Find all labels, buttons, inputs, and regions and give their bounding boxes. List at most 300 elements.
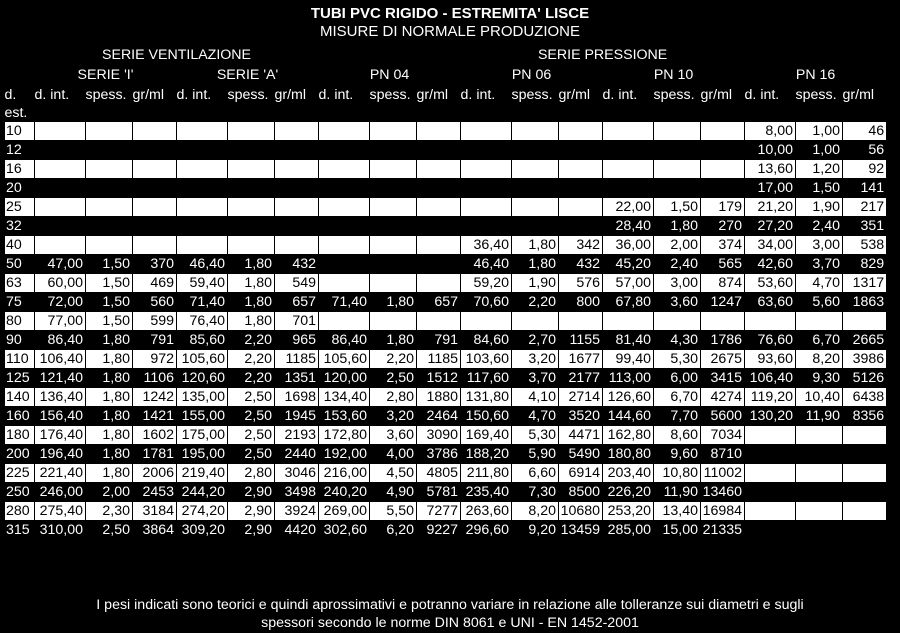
table-cell: 7,30: [512, 483, 559, 502]
table-cell: 17,00: [745, 179, 796, 198]
table-cell: [370, 217, 417, 236]
table-cell: 2177: [559, 369, 603, 388]
table-cell: 1,80: [86, 464, 133, 483]
page-title: TUBI PVC RIGIDO - ESTREMITA' LISCE: [310, 5, 590, 22]
table-cell: 81,40: [603, 331, 654, 350]
table-cell: [275, 160, 319, 179]
table-row: [5, 293, 887, 312]
col-header-grml: gr/ml: [132, 87, 165, 103]
table-cell: [35, 122, 86, 141]
table-cell: 92: [843, 160, 887, 179]
table-cell: 180,80: [603, 445, 654, 464]
table-cell: [417, 198, 461, 217]
table-cell: 5781: [417, 483, 461, 502]
table-cell: 1,80: [86, 331, 133, 350]
table-cell: 4,30: [654, 331, 701, 350]
table-cell: 599: [133, 312, 177, 331]
table-cell: 3,00: [654, 274, 701, 293]
table-cell: 1,80: [228, 312, 275, 331]
table-cell: 2,50: [228, 445, 275, 464]
table-cell: [559, 198, 603, 217]
table-cell: 1317: [843, 274, 887, 293]
table-cell: 60,00: [35, 274, 86, 293]
table-cell: [370, 122, 417, 141]
table-cell: 4,10: [512, 388, 559, 407]
table-cell: 2,70: [512, 331, 559, 350]
table-cell: [319, 255, 370, 274]
series-header: SERIE 'A': [216, 67, 279, 83]
table-cell: [319, 198, 370, 217]
table-cell: 1,80: [512, 236, 559, 255]
table-cell: [319, 236, 370, 255]
table-cell: [461, 312, 512, 331]
table-cell: [35, 160, 86, 179]
table-cell: 3,60: [370, 426, 417, 445]
table-cell: 10,00: [745, 141, 796, 160]
table-cell: 217: [843, 198, 887, 217]
table-cell: [275, 141, 319, 160]
table-cell: [461, 198, 512, 217]
table-cell: [512, 141, 559, 160]
table-cell: 56: [843, 141, 887, 160]
table-cell: 2,00: [86, 483, 133, 502]
table-cell: [796, 312, 843, 331]
table-cell: [35, 236, 86, 255]
col-header-dint: d. int.: [176, 87, 212, 103]
table-cell: 77,00: [35, 312, 86, 331]
table-cell: 4,70: [512, 407, 559, 426]
table-row: [5, 369, 887, 388]
table-cell: 1,50: [86, 312, 133, 331]
table-cell: 2,20: [228, 369, 275, 388]
table-cell: 2006: [133, 464, 177, 483]
table-cell: [319, 312, 370, 331]
table-cell: 2714: [559, 388, 603, 407]
table-cell: [461, 179, 512, 198]
table-cell: 6914: [559, 464, 603, 483]
col-header-spess: spess.: [369, 87, 411, 103]
table-cell: 8710: [701, 445, 745, 464]
table-cell: 1,80: [228, 255, 275, 274]
table-cell: 1,50: [796, 179, 843, 198]
table-cell: [275, 236, 319, 255]
table-cell: 965: [275, 331, 319, 350]
table-cell: 153,60: [319, 407, 370, 426]
table-cell: 6,70: [654, 388, 701, 407]
table-cell: 103,60: [461, 350, 512, 369]
table-cell: 285,00: [603, 521, 654, 540]
table-cell: 1,80: [228, 274, 275, 293]
table-cell: 8,60: [654, 426, 701, 445]
cell-diameter: 12: [5, 141, 35, 160]
table-cell: 351: [843, 217, 887, 236]
col-header-dint: d. int.: [318, 87, 354, 103]
footnote: [0, 596, 900, 632]
table-cell: 1,80: [370, 293, 417, 312]
col-header-spess: spess.: [85, 87, 127, 103]
table-cell: [654, 160, 701, 179]
table-cell: [86, 141, 133, 160]
table-cell: 2,20: [228, 331, 275, 350]
cell-diameter: 280: [5, 502, 35, 521]
table-cell: [86, 179, 133, 198]
table-cell: 253,20: [603, 502, 654, 521]
table-cell: [701, 122, 745, 141]
table-cell: 47,00: [35, 255, 86, 274]
cell-diameter: 75: [5, 293, 35, 312]
table-cell: 1,80: [86, 350, 133, 369]
table-cell: [796, 502, 843, 521]
page-subtitle: MISURE DI NORMALE PRODUZIONE: [319, 23, 581, 40]
table-cell: 4,90: [370, 483, 417, 502]
table-cell: 791: [133, 331, 177, 350]
table-cell: [701, 141, 745, 160]
table-cell: [512, 160, 559, 179]
table-cell: 36,00: [603, 236, 654, 255]
pipe-table: [4, 45, 887, 540]
table-cell: 8500: [559, 483, 603, 502]
table-cell: 302,60: [319, 521, 370, 540]
table-cell: 1351: [275, 369, 319, 388]
table-cell: [843, 521, 887, 540]
table-cell: 244,20: [177, 483, 228, 502]
table-cell: 1,50: [654, 198, 701, 217]
table-cell: 226,20: [603, 483, 654, 502]
table-cell: [177, 122, 228, 141]
table-cell: 169,40: [461, 426, 512, 445]
table-cell: 240,20: [319, 483, 370, 502]
table-cell: 4471: [559, 426, 603, 445]
table-cell: 131,80: [461, 388, 512, 407]
table-cell: 296,60: [461, 521, 512, 540]
table-cell: [370, 236, 417, 255]
table-cell: 70,60: [461, 293, 512, 312]
table-cell: 141: [843, 179, 887, 198]
cell-diameter: 25: [5, 198, 35, 217]
table-cell: 1,50: [86, 255, 133, 274]
table-row: [5, 502, 887, 521]
table-cell: [370, 255, 417, 274]
table-cell: 5,50: [370, 502, 417, 521]
table-cell: [133, 122, 177, 141]
table-cell: 28,40: [603, 217, 654, 236]
table-cell: 2,80: [228, 464, 275, 483]
table-cell: [796, 426, 843, 445]
col-header-grml: gr/ml: [700, 87, 733, 103]
table-cell: 13,40: [654, 502, 701, 521]
table-cell: 72,00: [35, 293, 86, 312]
table-cell: [370, 179, 417, 198]
table-cell: 42,60: [745, 255, 796, 274]
table-cell: 657: [275, 293, 319, 312]
table-cell: [603, 122, 654, 141]
table-cell: 36,40: [461, 236, 512, 255]
table-cell: 7034: [701, 426, 745, 445]
col-header-spess: spess.: [511, 87, 553, 103]
table-cell: 1242: [133, 388, 177, 407]
table-cell: 46,40: [177, 255, 228, 274]
table-cell: [701, 312, 745, 331]
table-cell: 310,00: [35, 521, 86, 540]
table-cell: 155,00: [177, 407, 228, 426]
table-cell: 59,20: [461, 274, 512, 293]
table-cell: 1512: [417, 369, 461, 388]
table-cell: 172,80: [319, 426, 370, 445]
col-header-dext-b: est.: [4, 105, 28, 121]
table-cell: [319, 217, 370, 236]
table-cell: [745, 445, 796, 464]
table-cell: [86, 198, 133, 217]
table-row: [5, 445, 887, 464]
table-cell: 2,80: [370, 388, 417, 407]
table-cell: [177, 198, 228, 217]
table-cell: 3046: [275, 464, 319, 483]
table-cell: 76,40: [177, 312, 228, 331]
table-cell: 126,60: [603, 388, 654, 407]
cell-diameter: 16: [5, 160, 35, 179]
table-cell: 34,00: [745, 236, 796, 255]
table-cell: [417, 160, 461, 179]
table-cell: 1786: [701, 331, 745, 350]
table-row: [5, 274, 887, 293]
table-cell: 219,40: [177, 464, 228, 483]
table-cell: [133, 179, 177, 198]
table-cell: 791: [417, 331, 461, 350]
table-cell: 2,90: [228, 483, 275, 502]
table-cell: [228, 217, 275, 236]
table-cell: 4274: [701, 388, 745, 407]
cell-diameter: 90: [5, 331, 35, 350]
table-cell: [228, 198, 275, 217]
table-row: [5, 255, 887, 274]
table-cell: 176,40: [35, 426, 86, 445]
table-cell: 22,00: [603, 198, 654, 217]
cell-diameter: 10: [5, 122, 35, 141]
table-cell: 21335: [701, 521, 745, 540]
table-cell: [843, 426, 887, 445]
table-row: [5, 179, 887, 198]
table-cell: 576: [559, 274, 603, 293]
table-cell: [603, 160, 654, 179]
series-header: PN 16: [795, 67, 836, 83]
table-cell: 113,00: [603, 369, 654, 388]
table-cell: [461, 217, 512, 236]
table-cell: [35, 217, 86, 236]
series-header: PN 04: [369, 67, 410, 83]
table-cell: 432: [275, 255, 319, 274]
table-cell: 13,60: [745, 160, 796, 179]
table-cell: [177, 141, 228, 160]
table-cell: 59,40: [177, 274, 228, 293]
table-cell: 11,90: [654, 483, 701, 502]
table-cell: 2,20: [370, 350, 417, 369]
table-cell: 1863: [843, 293, 887, 312]
series-header: PN 06: [511, 67, 552, 83]
col-header-dint: d. int.: [460, 87, 496, 103]
table-cell: 235,40: [461, 483, 512, 502]
table-cell: 150,60: [461, 407, 512, 426]
table-cell: 3,60: [654, 293, 701, 312]
table-cell: 342: [559, 236, 603, 255]
table-cell: [86, 217, 133, 236]
table-row: [5, 350, 887, 369]
table-cell: 1,00: [796, 141, 843, 160]
table-cell: 1945: [275, 407, 319, 426]
col-header-grml: gr/ml: [274, 87, 307, 103]
table-cell: [843, 445, 887, 464]
table-cell: [275, 217, 319, 236]
table-cell: 370: [133, 255, 177, 274]
table-cell: 106,40: [35, 350, 86, 369]
table-cell: 10,80: [654, 464, 701, 483]
table-cell: 45,20: [603, 255, 654, 274]
table-cell: 1106: [133, 369, 177, 388]
group-pressione: SERIE PRESSIONE: [537, 47, 668, 63]
table-cell: 3520: [559, 407, 603, 426]
table-cell: 136,40: [35, 388, 86, 407]
table-cell: 2665: [843, 331, 887, 350]
table-cell: 1,90: [796, 198, 843, 217]
table-cell: 5,60: [796, 293, 843, 312]
table-cell: [559, 122, 603, 141]
table-cell: 2,20: [512, 293, 559, 312]
table-cell: 1602: [133, 426, 177, 445]
table-cell: 270: [701, 217, 745, 236]
table-cell: 53,60: [745, 274, 796, 293]
cell-diameter: 180: [5, 426, 35, 445]
col-header-spess: spess.: [227, 87, 269, 103]
table-cell: 972: [133, 350, 177, 369]
table-cell: [370, 141, 417, 160]
table-cell: 2193: [275, 426, 319, 445]
table-cell: 144,60: [603, 407, 654, 426]
table-cell: 195,00: [177, 445, 228, 464]
table-cell: [177, 179, 228, 198]
table-cell: 2,90: [228, 502, 275, 521]
table-cell: 1,80: [654, 217, 701, 236]
table-cell: 3,70: [512, 369, 559, 388]
cell-diameter: 80: [5, 312, 35, 331]
table-cell: 162,80: [603, 426, 654, 445]
table-cell: 3184: [133, 502, 177, 521]
table-cell: 221,40: [35, 464, 86, 483]
table-row: [5, 426, 887, 445]
table-cell: [370, 160, 417, 179]
table-cell: [461, 160, 512, 179]
table-cell: 829: [843, 255, 887, 274]
table-row: [5, 122, 887, 141]
table-cell: 7277: [417, 502, 461, 521]
table-cell: 8,00: [745, 122, 796, 141]
table-cell: 3,00: [796, 236, 843, 255]
table-row: [5, 312, 887, 331]
cell-diameter: 140: [5, 388, 35, 407]
table-cell: 2,50: [228, 407, 275, 426]
cell-diameter: 110: [5, 350, 35, 369]
table-cell: 549: [275, 274, 319, 293]
table-cell: 71,40: [177, 293, 228, 312]
table-cell: [417, 217, 461, 236]
table-cell: 432: [559, 255, 603, 274]
table-cell: [512, 179, 559, 198]
table-cell: 800: [559, 293, 603, 312]
table-cell: 8,20: [512, 502, 559, 521]
table-cell: 8,20: [796, 350, 843, 369]
table-cell: [133, 198, 177, 217]
table-cell: 10680: [559, 502, 603, 521]
table-cell: [745, 312, 796, 331]
table-cell: 3498: [275, 483, 319, 502]
table-cell: [86, 160, 133, 179]
table-cell: 246,00: [35, 483, 86, 502]
table-cell: 5,30: [512, 426, 559, 445]
table-cell: 1,00: [796, 122, 843, 141]
table-cell: 4805: [417, 464, 461, 483]
table-row: [5, 464, 887, 483]
table-cell: 274,20: [177, 502, 228, 521]
table-cell: 86,40: [35, 331, 86, 350]
table-cell: [417, 236, 461, 255]
table-cell: 2,90: [228, 521, 275, 540]
table-cell: [559, 160, 603, 179]
table-cell: 1,80: [86, 369, 133, 388]
cell-diameter: 315: [5, 521, 35, 540]
table-cell: 2440: [275, 445, 319, 464]
table-cell: [843, 464, 887, 483]
table-row: [5, 331, 887, 350]
table-cell: [133, 160, 177, 179]
table-cell: 67,80: [603, 293, 654, 312]
table-cell: [745, 521, 796, 540]
cell-diameter: 63: [5, 274, 35, 293]
table-cell: 3,20: [512, 350, 559, 369]
table-cell: [559, 179, 603, 198]
table-cell: 3,70: [796, 255, 843, 274]
table-cell: 120,60: [177, 369, 228, 388]
table-cell: 1,80: [86, 426, 133, 445]
table-cell: [603, 312, 654, 331]
table-cell: 3415: [701, 369, 745, 388]
table-cell: 2,50: [228, 388, 275, 407]
table-cell: [796, 464, 843, 483]
cell-diameter: 160: [5, 407, 35, 426]
table-cell: 6438: [843, 388, 887, 407]
table-cell: 71,40: [319, 293, 370, 312]
col-header-dint: d. int.: [34, 87, 70, 103]
table-cell: [745, 502, 796, 521]
table-cell: 1,80: [228, 293, 275, 312]
table-cell: [228, 236, 275, 255]
table-cell: 1,80: [86, 445, 133, 464]
table-row: [5, 388, 887, 407]
table-cell: [843, 502, 887, 521]
table-cell: 2,30: [86, 502, 133, 521]
table-cell: 9,30: [796, 369, 843, 388]
table-cell: [796, 521, 843, 540]
table-cell: [319, 179, 370, 198]
cell-diameter: 50: [5, 255, 35, 274]
table-cell: [275, 179, 319, 198]
table-cell: [745, 464, 796, 483]
table-cell: 1781: [133, 445, 177, 464]
col-header-spess: spess.: [653, 87, 695, 103]
cell-diameter: 40: [5, 236, 35, 255]
table-cell: 106,40: [745, 369, 796, 388]
table-cell: 701: [275, 312, 319, 331]
table-cell: [512, 217, 559, 236]
table-cell: [35, 179, 86, 198]
table-cell: 15,00: [654, 521, 701, 540]
